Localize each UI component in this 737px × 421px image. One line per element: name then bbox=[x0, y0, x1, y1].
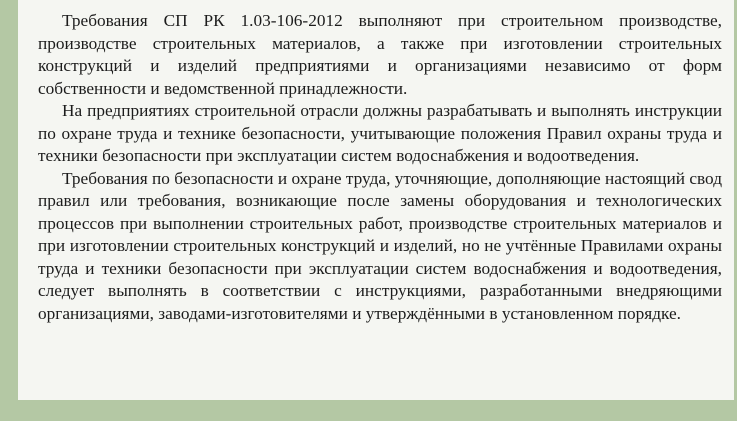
document-page bbox=[18, 0, 734, 400]
paragraph-instructions: На предприятиях строительной отрасли должны разрабатывать и выполнять инструкции по охране труда и технике безопасности, учитывающие положения Правил охраны труда и техники безопасности при эксплуатации систем водоснабжения и водоотведения. bbox=[38, 101, 722, 165]
paragraph-scope: Требования СП РК 1.03-106-2012 выполняют при строительном производстве, производстве строительных материалов, а также при изготовлении строительных конструкций и изделий предприятиями и организациями независимо от форм собственности и ведомственной принадлежности. bbox=[38, 11, 722, 98]
paragraph-requirements: Требования по безопасности и охране труда, уточняющие, дополняющие настоящий свод правил или требования, возникающие после замены оборудования и технологических процессов при выполнении строительных работ, производстве строительных материалов и при изготовлении строительных конструкций и изделий, но не учтённые Правилами охраны труда и техники безопасности при эксплуатации систем водоснабжения и водоотведения, следует выполнять в соответствии с инструкциями, разработанными внедряющими организациями, заводами-изготовителями и утверждёнными в установленном порядке. bbox=[38, 168, 722, 323]
